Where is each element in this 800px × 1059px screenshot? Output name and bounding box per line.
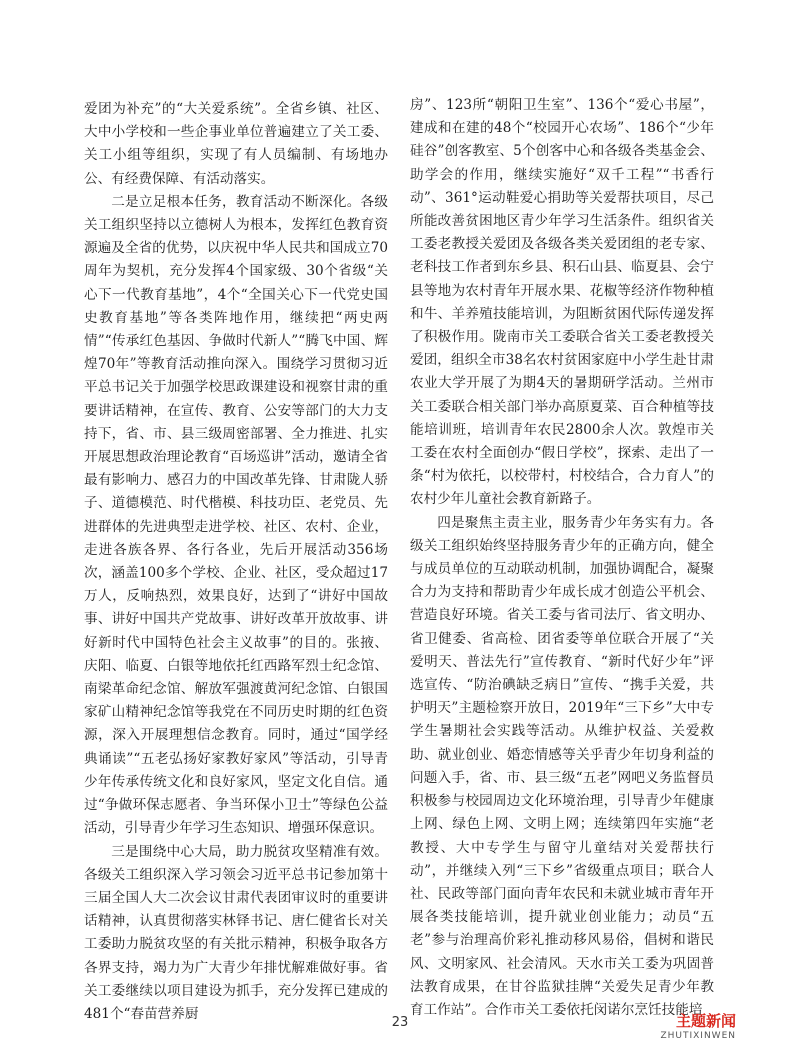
left-column bbox=[84, 98, 388, 1022]
paragraph: 房”、123所“朝阳卫生室”、136个“爱心书屋”，建成和在建的48个“校园开心农场”、186个“少年硅谷”创客教室、5个创客中心和各级各类基金会、助学会的作用，继续实施好“双千工程”“书香行动”、361°运动鞋爱心捐助等关爱帮扶项目，尽己所能改善贫困地区青少年学习生活条件。组织省关工委老教授关爱团及各级各类关爱团组的老专家、老科技工作者到东乡县、积石山县、临夏县、会宁县等地为农村青年开展水果、花椒等经济作物种植和牛、羊养殖技能培训，为阻断贫困代际传递发挥了积极作用。陇南市关工委联合省关工委老教授关爱团，组织全市38名农村贫困家庭中小学生赴甘肃农业大学开展了为期4天的暑期研学活动。兰州市关工委联合相关部门举办高原夏菜、百合种植等技能培训班，培训青年农民2800余人次。敦煌市关工委在农村全面创办“假日学校”，探索、走出了一条“村为依托，以校带村，村校结合，合力育人”的农村少年儿童社会教育新路子。 bbox=[410, 97, 714, 508]
section-brand-pinyin: ZHUTIXINWEN bbox=[660, 1031, 736, 1041]
section-brand-chinese: 主题新闻 bbox=[675, 1012, 736, 1030]
paragraph: 二是立足根本任务，教育活动不断深化。各级关工组织坚持以立德树人为根本，发挥红色教育资源遍及全省的优势，以庆祝中华人民共和国成立70周年为契机，充分发挥4个国家级、30个省级“关心下一代教育基地”，4个“全国关心下一代党史国史教育基地”等各类阵地作用，继续把“两史两情”“传承红色基因、争做时代新人”“腾飞中国、辉煌70年”等教育活动推向深入。围绕学习贯彻习近平总书记关于加强学校思政课建设和视察甘肃的重要讲话精神，在宣传、教育、公安等部门的大力支持下，省、市、县三级周密部署、全力推进、扎实开展思想政治理论教育“百场巡讲”活动，邀请全省最有影响力、感召力的中国改革先锋、甘肃陇人骄子、道德模范、时代楷模、科技功臣、老党员、先进群体的先进典型走进学校、社区、农村、企业，走进各族各界、各行各业，先后开展活动356场次，涵盖100多个学校、企业、社区，受众超过17万人，反响热烈，效果良好，达到了“讲好中国故事、讲好中国共产党故事、讲好改革开放故事、讲好新时代中国特色社会主义故事”的目的。张掖、庆阳、临夏、白银等地依托红西路军烈士纪念馆、南梁革命纪念馆、解放军强渡黄河纪念馆、白银国家矿山精神纪念馆等我党在不同历史时期的红色资源，深入开展理想信念教育。同时，通过“国学经典诵读”“五老弘扬好家教好家风”等活动，引导青少年传承传统文化和良好家风，坚定文化自信。通过“争做环保志愿者、争当环保小卫士”等绿色公益活动，引导青少年学习生态知识、增强环保意识。 bbox=[84, 193, 388, 837]
page-number: 23 bbox=[391, 1015, 409, 1030]
paragraph: 爱团为补充”的“大关爱系统”。全省乡镇、社区、大中小学校和一些企事业单位普遍建立了关工委、关工小组等组织，实现了有人员编制、有场地办公、有经费保障、有活动落实。 bbox=[84, 101, 388, 187]
right-column bbox=[410, 94, 714, 1018]
section-brand bbox=[636, 1012, 736, 1042]
paragraph: 四是聚焦主责主业，服务青少年务实有力。各级关工组织始终坚持服务青少年的正确方向，健全与成员单位的互动联动机制，加强协调配合，凝聚合力为支持和帮助青少年成长成才创造公平机会、营造良好环境。省关工委与省司法厅、省文明办、省卫健委、省高检、团省委等单位联合开展了“关爱明天、普法先行”宣传教育、“新时代好少年”评选宣传、“防治碘缺乏病日”宣传、“携手关爱，共护明天”主题检察开放日，2019年“三下乡”大中专学生暑期社会实践等活动。从维护权益、关爱救助、就业创业、婚恋情感等关乎青少年切身利益的问题入手，省、市、县三级“五老”网吧义务监督员积极参与校园周边文化环境治理，引导青少年健康上网、绿色上网、文明上网；连续第四年实施“老教授、大中专学生与留守儿童结对关爱帮扶行动”，并继续入列“三下乡”省级重点项目；联合人社、民政等部门面向青年农民和未就业城市青年开展各类技能培训，提升就业创业能力；动员“五老”参与治理高价彩礼推动移风易俗，倡树和谐民风、文明家风、社会清风。天水市关工委为巩固普法教育成果，在甘谷监狱挂牌“关爱失足青少年教育工作站”。合作市关工委依托闵诺尔烹饪技能培 bbox=[410, 514, 714, 1018]
paragraph: 三是围绕中心大局，助力脱贫攻坚精准有效。各级关工组织深入学习领会习近平总书记参加第十三届全国人大二次会议甘肃代表团审议时的重要讲话精神，认真贯彻落实林铎书记、唐仁健省长对关工委助力脱贫攻坚的有关批示精神，积极争取各方各界支持，竭力为广大青少年排忧解难做好事。省关工委继续以项目建设为抓手，充分发挥已建成的481个“春苗营养厨 bbox=[84, 843, 388, 1022]
